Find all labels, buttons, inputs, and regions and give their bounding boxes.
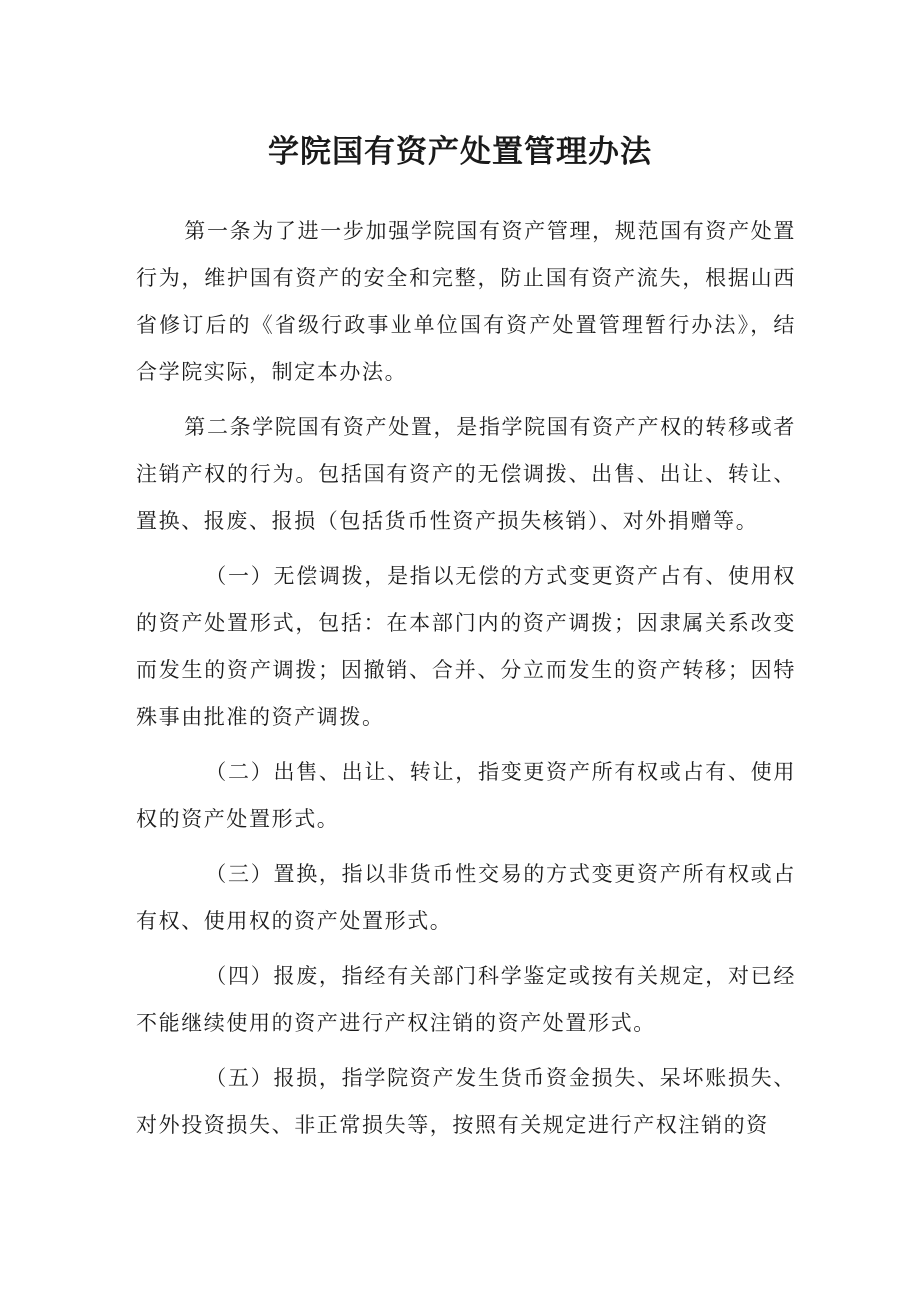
document-title: 学院国有资产处置管理办法 bbox=[268, 134, 652, 170]
item-4-paragraph: （四）报废，指经有关部门科学鉴定或按有关规定，对已经不能继续使用的资产进行产权注销的资产处置形式。 bbox=[136, 964, 796, 1035]
document-body bbox=[136, 208, 796, 1157]
item-3-paragraph: （三）置换，指以非货币性交易的方式变更资产所有权或占有权、使用权的资产处置形式。 bbox=[136, 862, 796, 933]
article-1-paragraph: 第一条为了进一步加强学院国有资产管理，规范国有资产处置行为，维护国有资产的安全和完整，防止国有资产流失，根据山西省修订后的《省级行政事业单位国有资产处置管理暂行办法》，结合学院实际，制定本办法。 bbox=[136, 219, 796, 384]
item-5-paragraph: （五）报损，指学院资产发生货币资金损失、呆坏账损失、对外投资损失、非正常损失等，按照有关规定进行产权注销的资 bbox=[136, 1066, 796, 1137]
article-2-paragraph: 第二条学院国有资产处置，是指学院国有资产产权的转移或者注销产权的行为。包括国有资产的无偿调拨、出售、出让、转让、置换、报废、报损（包括货币性资产损失核销）、对外捐赠等。 bbox=[136, 415, 796, 533]
item-2-paragraph: （二）出售、出让、转让，指变更资产所有权或占有、使用权的资产处置形式。 bbox=[136, 760, 796, 831]
item-1-paragraph: （一）无偿调拨，是指以无偿的方式变更资产占有、使用权的资产处置形式，包括：在本部门内的资产调拨；因隶属关系改变而发生的资产调拨；因撤销、合并、分立而发生的资产转移；因特殊事由批准的资产调拨。 bbox=[136, 564, 796, 729]
